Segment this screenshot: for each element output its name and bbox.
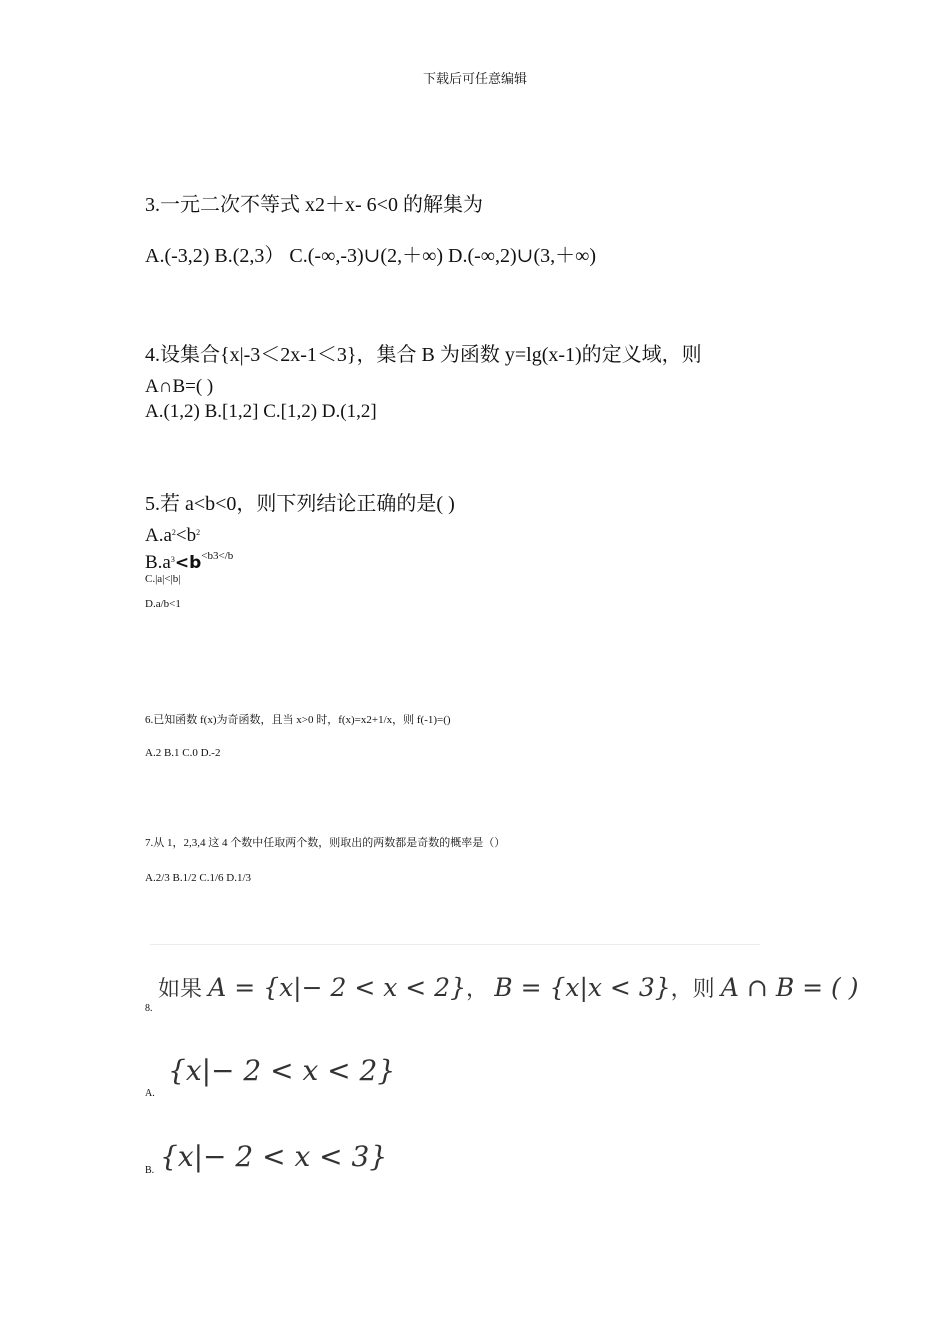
- q8-set-b: B = {x|x < 3}: [494, 973, 671, 1002]
- q6-options: A.2 B.1 C.0 D.-2: [145, 747, 221, 759]
- q8-stem-text1: 如果: [158, 977, 203, 1002]
- q5-b-prefix: B.a: [145, 552, 171, 573]
- page-header: 下载后可任意编辑: [422, 72, 527, 87]
- q7-options: A.2/3 B.1/2 C.1/6 D.1/3: [145, 872, 252, 884]
- q5-a-exp: 2: [171, 528, 176, 537]
- q8-stem-formula: [158, 972, 858, 1003]
- q8-option-b-formula: {x|− 2 < x < 3}: [160, 1140, 388, 1173]
- q8-set-a: A = {x|− 2 < x < 2}: [208, 973, 466, 1002]
- q8-sep: ，: [465, 976, 488, 1001]
- q8-option-b-label: B.: [145, 1165, 155, 1176]
- q5-a-prefix: A.a: [145, 525, 172, 546]
- q5-stem: 5.若 a<b<0，则下列结论正确的是( ): [145, 493, 455, 515]
- q5-option-b: [145, 550, 233, 574]
- section-divider: [150, 944, 760, 945]
- q8-option-a-formula: {x|− 2 < x < 2}: [168, 1054, 396, 1087]
- q8-result: A ∩ B = ( ): [720, 973, 859, 1002]
- q5-b-mid: <b: [174, 553, 202, 573]
- q5-option-d: D.a/b<1: [145, 598, 181, 610]
- q4-options: A.(1,2) B.[1,2] C.[1,2) D.(1,2]: [145, 401, 377, 422]
- q6-stem: 6.已知函数 f(x)为奇函数，且当 x>0 时，f(x)=x2+1/x，则 f(-1)=(): [145, 714, 451, 726]
- q5-option-c: C.|a|<|b|: [145, 573, 181, 585]
- q5-b-tail: <b3</b: [201, 550, 234, 562]
- q5-b-exp: 3: [170, 555, 175, 564]
- q3-stem: 3.一元二次不等式 x2＋x- 6<0 的解集为: [145, 194, 483, 216]
- q5-a-mid: <b: [175, 525, 197, 546]
- q5-option-a: [145, 525, 200, 547]
- q7-stem: 7.从 1，2,3,4 这 4 个数中任取两个数，则取出的两数都是奇数的概率是（）: [145, 837, 506, 849]
- q8-label: 8.: [145, 1003, 153, 1014]
- q5-a-exp2: 2: [196, 528, 201, 537]
- q8-stem-text2: ，则: [670, 977, 715, 1002]
- q3-options: A.(-3,2) B.(2,3） C.(-∞,-3)∪(2,＋∞) D.(-∞,2)∪(3,＋∞): [145, 245, 597, 267]
- q4-stem: 4.设集合{x|-3＜2x-1＜3}，集合 B 为函数 y=lg(x-1)的定义域，则: [145, 344, 702, 366]
- q8-option-a-label: A.: [145, 1088, 155, 1099]
- q4-stem-cont: A∩B=( ): [145, 376, 214, 397]
